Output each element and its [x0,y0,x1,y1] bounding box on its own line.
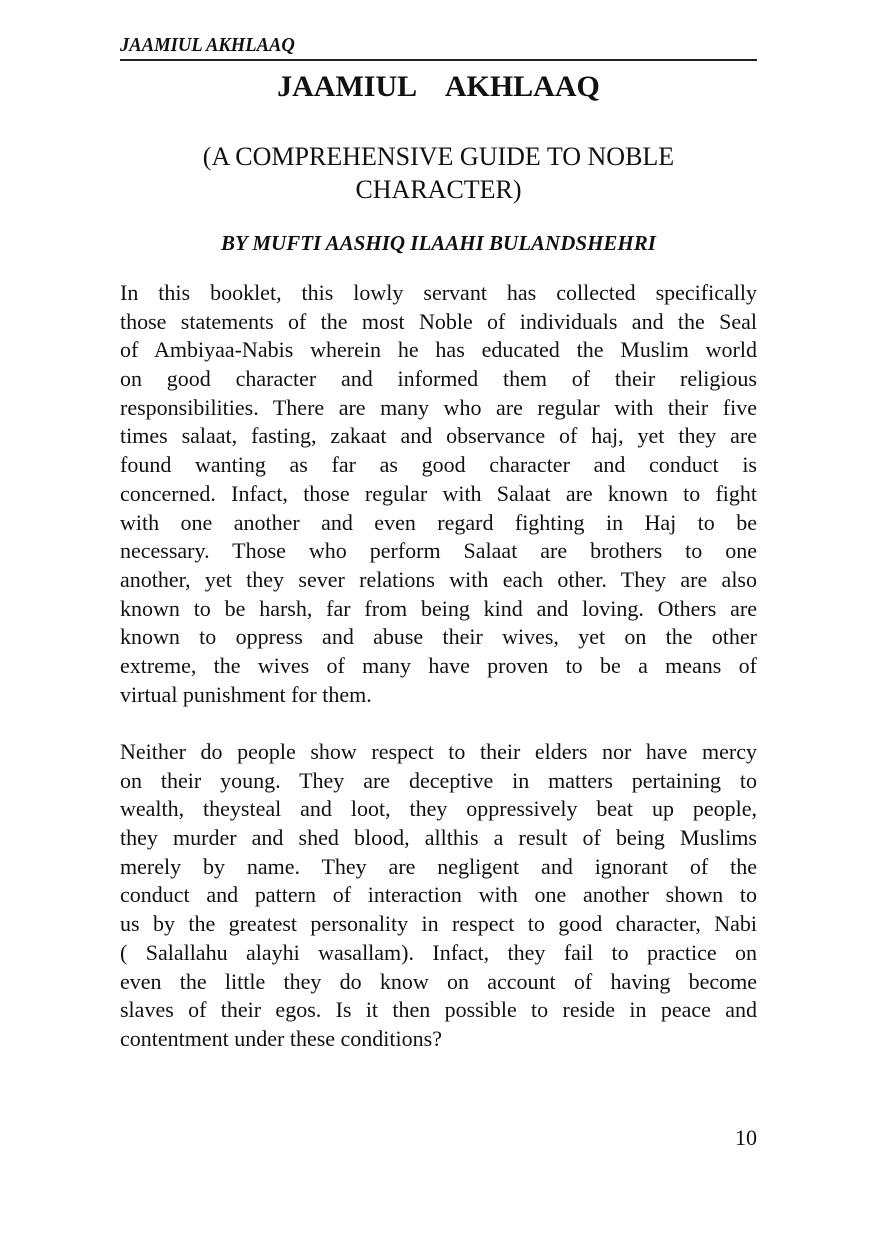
text-line: of Ambiyaa-Nabis wherein he has educated the Muslim world [120,337,757,363]
text-line: those statements of the most Noble of individuals and the Seal [120,308,757,334]
text-line: us by the greatest personality in respect to good character, Nabi [120,911,757,937]
text-line: wealth, theysteal and loot, they oppressively beat up people, [120,796,757,822]
text-line: conduct and pattern of interaction with one another shown to [120,882,757,908]
text-line: even the little they do know on account of having become [120,968,757,994]
page-number: 10 [735,1125,757,1150]
text-line: virtual punishment for them. [120,681,372,707]
text-line: ( Salallahu alayhi wasallam). Infact, they fail to practice on [120,939,757,965]
text-line: In this booklet, this lowly servant has collected specifically [120,280,757,305]
text-line: concerned. Infact, those regular with Salaat are known to fight [120,480,757,506]
text-line: merely by name. They are negligent and ignorant of the [120,853,757,879]
text-line: known to oppress and abuse their wives, yet on the other [120,624,757,650]
running-header-text: JAAMIUL AKHLAAQ [120,34,295,56]
subtitle [120,140,757,206]
text-line: on their young. They are deceptive in matters pertaining to [120,767,757,793]
text-line: another, yet they sever relations with each other. They are also [120,566,757,592]
text-line: contentment under these conditions? [120,1025,442,1051]
author-byline: BY MUFTI AASHIQ ILAAHI BULANDSHEHRI [221,231,656,255]
text-line: Neither do people show respect to their elders nor have mercy [120,739,757,764]
text-line: times salaat, fasting, zakaat and observance of haj, yet they are [120,423,757,449]
page-title: JAAMIUL AKHLAAQ [277,70,600,103]
text-line: known to be harsh, far from being kind and loving. Others are [120,595,757,621]
text-line: they murder and shed blood, allthis a result of being Muslims [120,825,757,851]
text-line: with one another and even regard fighting in Haj to be [120,509,757,535]
text-line: extreme, the wives of many have proven to be a means of [120,652,757,678]
subtitle-line: CHARACTER) [355,175,522,204]
running-header [120,33,757,61]
text-line: on good character and informed them of their religious [120,366,757,392]
subtitle-line: (A COMPREHENSIVE GUIDE TO NOBLE [202,142,675,171]
text-line: found wanting as far as good character and conduct is [120,452,757,478]
body-paragraph-2 [120,738,757,1054]
text-line: necessary. Those who perform Salaat are brothers to one [120,538,757,564]
body-paragraph-1 [120,279,757,709]
text-line: slaves of their egos. Is it then possible to reside in peace and [120,997,757,1023]
text-line: responsibilities. There are many who are regular with their five [120,394,757,420]
